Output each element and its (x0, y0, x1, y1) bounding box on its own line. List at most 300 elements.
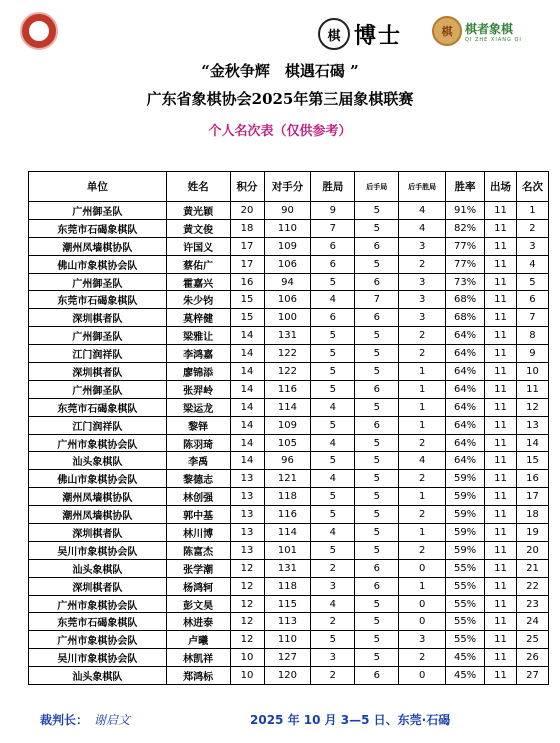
cell-black-wins: 3 (399, 237, 446, 255)
cell-opponent-score: 101 (264, 541, 311, 559)
cell-black-games: 5 (355, 345, 399, 363)
cell-black-games: 6 (355, 380, 399, 398)
cell-rank: 11 (516, 380, 548, 398)
cell-name: 莫梓健 (166, 309, 230, 327)
table-row (29, 219, 549, 237)
cell-black-wins: 2 (399, 541, 446, 559)
cell-name: 杨鸿轲 (166, 577, 230, 595)
cell-rank: 2 (516, 219, 548, 237)
header-wins: 胜局 (311, 172, 355, 202)
cell-wins: 5 (311, 273, 355, 291)
cell-appearances: 11 (485, 488, 517, 506)
cell-wins: 5 (311, 363, 355, 381)
cell-black-games: 5 (355, 452, 399, 470)
cell-wins: 9 (311, 202, 355, 220)
cell-appearances: 11 (485, 398, 517, 416)
cell-win-rate: 91% (446, 202, 485, 220)
table-row (29, 434, 549, 452)
cell-name: 张学潮 (166, 559, 230, 577)
cell-black-wins: 0 (399, 595, 446, 613)
chess-piece-icon: 棋 (432, 16, 462, 46)
cell-win-rate: 77% (446, 255, 485, 273)
cell-rank: 21 (516, 559, 548, 577)
table-header-row (29, 172, 549, 202)
cell-black-wins: 1 (399, 363, 446, 381)
association-logo (20, 12, 58, 50)
cell-wins: 5 (311, 452, 355, 470)
cell-points: 12 (230, 595, 264, 613)
cell-wins: 4 (311, 524, 355, 542)
cell-opponent-score: 118 (264, 577, 311, 595)
cell-wins: 5 (311, 416, 355, 434)
table-row (29, 541, 549, 559)
cell-wins: 5 (311, 541, 355, 559)
cell-black-games: 5 (355, 398, 399, 416)
header-name: 姓名 (166, 172, 230, 202)
cell-appearances: 11 (485, 559, 517, 577)
cell-rank: 12 (516, 398, 548, 416)
cell-black-games: 5 (355, 613, 399, 631)
cell-name: 黄文俊 (166, 219, 230, 237)
cell-opponent-score: 127 (264, 649, 311, 667)
cell-black-wins: 2 (399, 255, 446, 273)
cell-name: 黎铎 (166, 416, 230, 434)
cell-appearances: 11 (485, 255, 517, 273)
cell-appearances: 11 (485, 631, 517, 649)
cell-points: 14 (230, 380, 264, 398)
cell-opponent-score: 96 (264, 452, 311, 470)
cell-win-rate: 45% (446, 667, 485, 685)
cell-wins: 2 (311, 613, 355, 631)
cell-black-games: 6 (355, 309, 399, 327)
cell-appearances: 11 (485, 667, 517, 685)
cell-name: 许国义 (166, 237, 230, 255)
event-slogan: “金秋争辉 棋遇石碣 ” (201, 62, 359, 80)
cell-points: 14 (230, 345, 264, 363)
header-rank: 名次 (516, 172, 548, 202)
cell-opponent-score: 121 (264, 470, 311, 488)
table-row (29, 273, 549, 291)
cell-win-rate: 68% (446, 309, 485, 327)
cell-appearances: 11 (485, 541, 517, 559)
cell-black-games: 5 (355, 631, 399, 649)
chief-judge (40, 711, 130, 728)
cell-black-wins: 2 (399, 434, 446, 452)
cell-black-games: 5 (355, 363, 399, 381)
judge-label: 裁判长： (40, 713, 89, 727)
cell-win-rate: 73% (446, 273, 485, 291)
cell-team: 潮州凤墙棋协队 (29, 237, 167, 255)
cell-appearances: 11 (485, 345, 517, 363)
cell-black-games: 5 (355, 595, 399, 613)
cell-team: 佛山市象棋协会队 (29, 255, 167, 273)
cell-points: 10 (230, 649, 264, 667)
cell-opponent-score: 118 (264, 488, 311, 506)
cell-appearances: 11 (485, 202, 517, 220)
cell-wins: 3 (311, 577, 355, 595)
cell-points: 10 (230, 667, 264, 685)
cell-name: 梁运龙 (166, 398, 230, 416)
table-row (29, 380, 549, 398)
cell-black-games: 5 (355, 506, 399, 524)
cell-team: 广州市象棋协会队 (29, 434, 167, 452)
cell-win-rate: 64% (446, 452, 485, 470)
cell-rank: 14 (516, 434, 548, 452)
cell-team: 广州市象棋协会队 (29, 595, 167, 613)
cell-black-games: 5 (355, 524, 399, 542)
cell-rank: 20 (516, 541, 548, 559)
cell-appearances: 11 (485, 363, 517, 381)
cell-wins: 7 (311, 219, 355, 237)
cell-appearances: 11 (485, 434, 517, 452)
cell-team: 广州御圣队 (29, 202, 167, 220)
cell-points: 14 (230, 452, 264, 470)
table-row (29, 452, 549, 470)
cell-points: 13 (230, 506, 264, 524)
cell-name: 黎德志 (166, 470, 230, 488)
cell-name: 霍嘉兴 (166, 273, 230, 291)
cell-team: 广州市象棋协会队 (29, 631, 167, 649)
cell-team: 广州御圣队 (29, 380, 167, 398)
cell-team: 江门润祥队 (29, 416, 167, 434)
sponsor2-pinyin: QI ZHE XIANG QI (465, 36, 522, 43)
cell-team: 东莞市石碣象棋队 (29, 613, 167, 631)
cell-team: 吴川市象棋协会队 (29, 649, 167, 667)
cell-name: 蔡佑广 (166, 255, 230, 273)
cell-black-wins: 0 (399, 559, 446, 577)
sponsor-logo-qizhe (432, 16, 522, 46)
cell-black-wins: 3 (399, 631, 446, 649)
cell-rank: 27 (516, 667, 548, 685)
cell-team: 深圳棋者队 (29, 363, 167, 381)
cell-black-wins: 1 (399, 398, 446, 416)
cell-team: 佛山市象棋协会队 (29, 470, 167, 488)
table-row (29, 667, 549, 685)
cell-black-games: 6 (355, 273, 399, 291)
cell-opponent-score: 106 (264, 255, 311, 273)
cell-win-rate: 45% (446, 649, 485, 667)
cell-appearances: 11 (485, 613, 517, 631)
cell-rank: 18 (516, 506, 548, 524)
cell-black-games: 7 (355, 291, 399, 309)
cell-team: 吴川市象棋协会队 (29, 541, 167, 559)
cell-rank: 5 (516, 273, 548, 291)
table-row (29, 613, 549, 631)
cell-opponent-score: 105 (264, 434, 311, 452)
cell-name: 郭中基 (166, 506, 230, 524)
cell-points: 13 (230, 488, 264, 506)
cell-opponent-score: 110 (264, 219, 311, 237)
cell-name: 彭文昊 (166, 595, 230, 613)
cell-wins: 2 (311, 667, 355, 685)
cell-black-wins: 2 (399, 649, 446, 667)
cell-points: 13 (230, 524, 264, 542)
cell-rank: 10 (516, 363, 548, 381)
cell-win-rate: 55% (446, 577, 485, 595)
cell-wins: 5 (311, 327, 355, 345)
cell-points: 14 (230, 434, 264, 452)
cell-name: 陈羽琦 (166, 434, 230, 452)
cell-opponent-score: 115 (264, 595, 311, 613)
cell-name: 林川博 (166, 524, 230, 542)
cell-rank: 23 (516, 595, 548, 613)
header-win-rate: 胜率 (446, 172, 485, 202)
cell-points: 14 (230, 398, 264, 416)
table-row (29, 327, 549, 345)
cell-opponent-score: 116 (264, 506, 311, 524)
cell-win-rate: 59% (446, 524, 485, 542)
cell-black-wins: 3 (399, 309, 446, 327)
table-row (29, 649, 549, 667)
cell-wins: 6 (311, 237, 355, 255)
table-row (29, 309, 549, 327)
sponsor-logo-boshi (318, 18, 402, 50)
cell-points: 16 (230, 273, 264, 291)
header-black-games: 后手局 (355, 172, 399, 202)
chess-seal-icon: 棋 (318, 18, 350, 50)
cell-team: 东莞市石碣象棋队 (29, 398, 167, 416)
cell-team: 潮州凤墙棋协队 (29, 506, 167, 524)
cell-opponent-score: 100 (264, 309, 311, 327)
cell-points: 12 (230, 559, 264, 577)
table-row (29, 595, 549, 613)
cell-black-games: 5 (355, 488, 399, 506)
cell-win-rate: 59% (446, 470, 485, 488)
cell-wins: 5 (311, 506, 355, 524)
cell-appearances: 11 (485, 524, 517, 542)
cell-name: 廖锦添 (166, 363, 230, 381)
cell-black-games: 6 (355, 416, 399, 434)
cell-team: 汕头象棋队 (29, 559, 167, 577)
cell-name: 林凯祥 (166, 649, 230, 667)
cell-black-wins: 4 (399, 452, 446, 470)
cell-wins: 6 (311, 309, 355, 327)
cell-name: 林进泰 (166, 613, 230, 631)
cell-appearances: 11 (485, 237, 517, 255)
cell-wins: 5 (311, 488, 355, 506)
cell-rank: 19 (516, 524, 548, 542)
event-date-location: 2025 年 10 月 3—5 日、东莞·石碣 (250, 713, 451, 727)
cell-opponent-score: 94 (264, 273, 311, 291)
cell-black-wins: 2 (399, 470, 446, 488)
cell-team: 深圳棋者队 (29, 524, 167, 542)
cell-appearances: 11 (485, 291, 517, 309)
cell-points: 20 (230, 202, 264, 220)
cell-appearances: 11 (485, 649, 517, 667)
ranking-table (28, 171, 549, 685)
cell-name: 卢曦 (166, 631, 230, 649)
header-black-wins: 后手胜局 (399, 172, 446, 202)
cell-appearances: 11 (485, 595, 517, 613)
cell-points: 14 (230, 363, 264, 381)
cell-wins: 4 (311, 595, 355, 613)
sponsor-name: 博士 (354, 22, 403, 49)
cell-points: 17 (230, 237, 264, 255)
cell-black-wins: 3 (399, 273, 446, 291)
table-row (29, 255, 549, 273)
cell-win-rate: 77% (446, 237, 485, 255)
cell-black-games: 6 (355, 237, 399, 255)
cell-name: 郑鸿标 (166, 667, 230, 685)
cell-opponent-score: 122 (264, 345, 311, 363)
cell-opponent-score: 114 (264, 398, 311, 416)
cell-wins: 5 (311, 345, 355, 363)
cell-rank: 1 (516, 202, 548, 220)
table-row (29, 237, 549, 255)
table-row (29, 363, 549, 381)
cell-win-rate: 55% (446, 559, 485, 577)
cell-black-wins: 2 (399, 345, 446, 363)
cell-points: 14 (230, 327, 264, 345)
cell-win-rate: 59% (446, 488, 485, 506)
cell-black-wins: 4 (399, 202, 446, 220)
cell-team: 潮州凤墙棋协队 (29, 488, 167, 506)
sponsor2-name: 棋者象棋 (465, 21, 514, 36)
table-row (29, 291, 549, 309)
cell-appearances: 11 (485, 327, 517, 345)
table-row (29, 470, 549, 488)
cell-win-rate: 64% (446, 327, 485, 345)
cell-points: 15 (230, 291, 264, 309)
cell-win-rate: 64% (446, 345, 485, 363)
cell-name: 李禹 (166, 452, 230, 470)
cell-rank: 13 (516, 416, 548, 434)
cell-wins: 3 (311, 649, 355, 667)
cell-black-wins: 2 (399, 506, 446, 524)
cell-black-games: 5 (355, 470, 399, 488)
cell-win-rate: 55% (446, 613, 485, 631)
cell-rank: 9 (516, 345, 548, 363)
cell-team: 深圳棋者队 (29, 309, 167, 327)
cell-appearances: 11 (485, 506, 517, 524)
table-row (29, 577, 549, 595)
header-team: 单位 (29, 172, 167, 202)
cell-opponent-score: 113 (264, 613, 311, 631)
cell-appearances: 11 (485, 452, 517, 470)
cell-win-rate: 59% (446, 541, 485, 559)
cell-rank: 24 (516, 613, 548, 631)
cell-black-wins: 1 (399, 524, 446, 542)
cell-name: 张羿岭 (166, 380, 230, 398)
cell-team: 汕头象棋队 (29, 452, 167, 470)
table-row (29, 631, 549, 649)
cell-wins: 4 (311, 291, 355, 309)
header-points: 积分 (230, 172, 264, 202)
cell-rank: 7 (516, 309, 548, 327)
cell-team: 东莞市石碣象棋队 (29, 219, 167, 237)
cell-team: 深圳棋者队 (29, 577, 167, 595)
header-appearances: 出场 (485, 172, 517, 202)
cell-team: 汕头象棋队 (29, 667, 167, 685)
cell-team: 广州御圣队 (29, 273, 167, 291)
cell-name: 黄光颖 (166, 202, 230, 220)
cell-opponent-score: 120 (264, 667, 311, 685)
cell-opponent-score: 122 (264, 363, 311, 381)
cell-team: 江门润祥队 (29, 345, 167, 363)
cell-black-games: 5 (355, 541, 399, 559)
table-row (29, 559, 549, 577)
cell-name: 梁雅让 (166, 327, 230, 345)
cell-win-rate: 55% (446, 631, 485, 649)
cell-points: 13 (230, 470, 264, 488)
table-row (29, 398, 549, 416)
header-opponent-score: 对手分 (264, 172, 311, 202)
cell-opponent-score: 116 (264, 380, 311, 398)
cell-black-wins: 1 (399, 380, 446, 398)
cell-name: 朱少钧 (166, 291, 230, 309)
cell-rank: 6 (516, 291, 548, 309)
cell-rank: 15 (516, 452, 548, 470)
cell-win-rate: 55% (446, 595, 485, 613)
cell-name: 陈富杰 (166, 541, 230, 559)
cell-appearances: 11 (485, 219, 517, 237)
cell-opponent-score: 106 (264, 291, 311, 309)
cell-opponent-score: 109 (264, 416, 311, 434)
table-row (29, 202, 549, 220)
cell-points: 18 (230, 219, 264, 237)
cell-black-wins: 2 (399, 327, 446, 345)
cell-black-wins: 3 (399, 291, 446, 309)
cell-black-wins: 1 (399, 577, 446, 595)
cell-wins: 5 (311, 631, 355, 649)
cell-opponent-score: 131 (264, 559, 311, 577)
association-logo-center (27, 19, 51, 43)
cell-win-rate: 64% (446, 380, 485, 398)
cell-win-rate: 59% (446, 506, 485, 524)
cell-black-games: 5 (355, 649, 399, 667)
cell-black-wins: 1 (399, 488, 446, 506)
cell-name: 林创强 (166, 488, 230, 506)
cell-win-rate: 82% (446, 219, 485, 237)
cell-opponent-score: 110 (264, 631, 311, 649)
cell-rank: 8 (516, 327, 548, 345)
cell-appearances: 11 (485, 470, 517, 488)
cell-team: 广州御圣队 (29, 327, 167, 345)
cell-black-games: 6 (355, 559, 399, 577)
cell-black-wins: 4 (399, 219, 446, 237)
cell-black-games: 5 (355, 202, 399, 220)
cell-black-games: 6 (355, 667, 399, 685)
cell-wins: 2 (311, 559, 355, 577)
cell-appearances: 11 (485, 577, 517, 595)
cell-wins: 4 (311, 470, 355, 488)
cell-points: 17 (230, 255, 264, 273)
cell-wins: 4 (311, 398, 355, 416)
cell-black-games: 5 (355, 255, 399, 273)
table-row (29, 488, 549, 506)
cell-opponent-score: 109 (264, 237, 311, 255)
cell-rank: 17 (516, 488, 548, 506)
cell-name: 李鸿嘉 (166, 345, 230, 363)
table-subtitle: 个人名次表（仅供参考） (208, 124, 352, 139)
cell-rank: 4 (516, 255, 548, 273)
cell-appearances: 11 (485, 309, 517, 327)
event-title: 广东省象棋协会2025年第三届象棋联赛 (146, 90, 414, 108)
cell-rank: 16 (516, 470, 548, 488)
cell-points: 12 (230, 613, 264, 631)
cell-win-rate: 64% (446, 416, 485, 434)
cell-win-rate: 68% (446, 291, 485, 309)
cell-appearances: 11 (485, 380, 517, 398)
cell-opponent-score: 90 (264, 202, 311, 220)
cell-black-games: 6 (355, 577, 399, 595)
cell-points: 12 (230, 577, 264, 595)
cell-black-games: 5 (355, 434, 399, 452)
cell-wins: 4 (311, 434, 355, 452)
cell-rank: 3 (516, 237, 548, 255)
cell-wins: 6 (311, 255, 355, 273)
cell-team: 东莞市石碣象棋队 (29, 291, 167, 309)
